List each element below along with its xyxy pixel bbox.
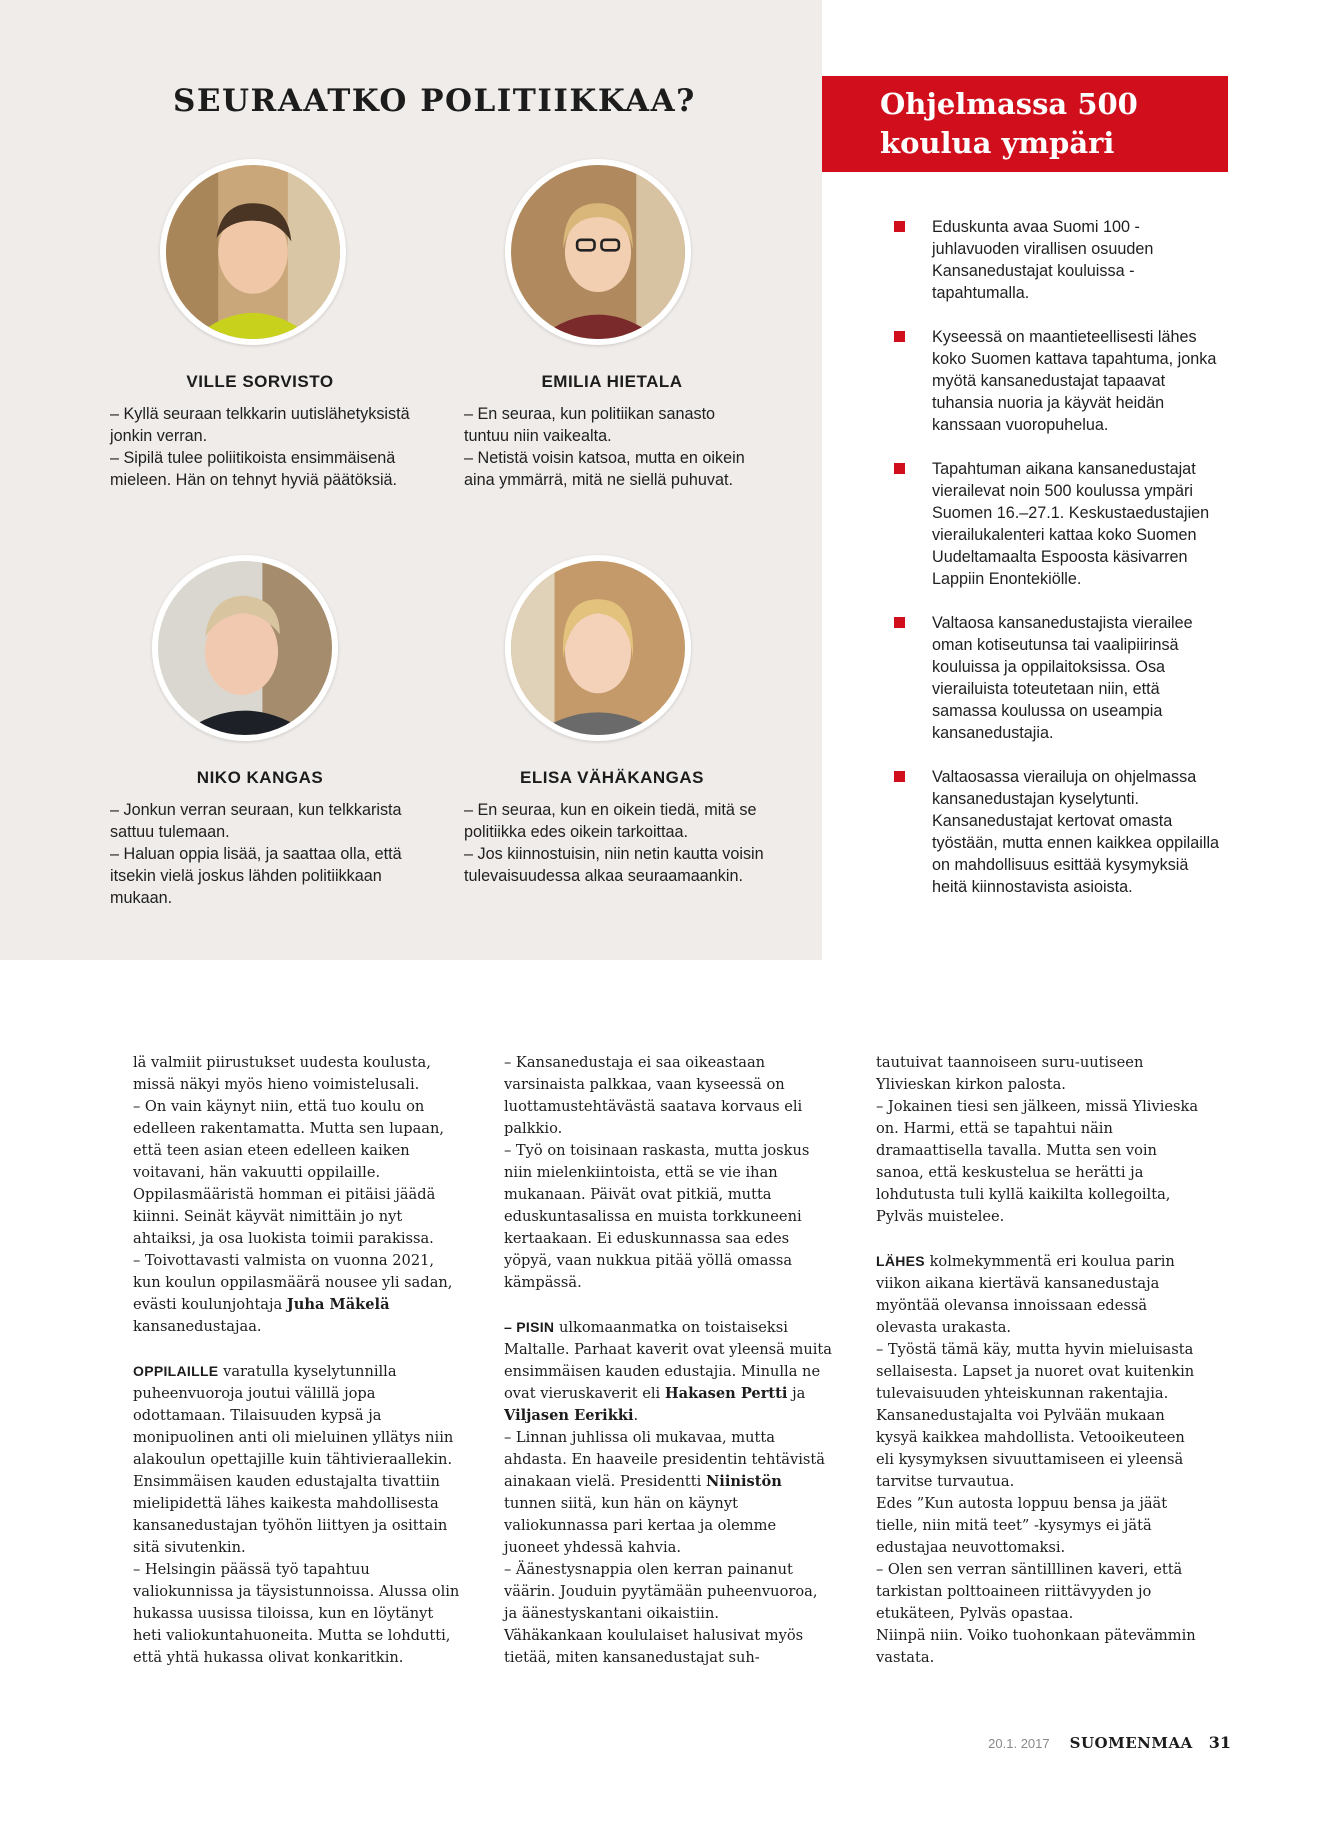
article-paragraph: – Äänestysnappia olen kerran painanut väärin. Jouduin pyytämään puheenvuoroa, ja äänestyskantani oikaistiin. [504, 1561, 818, 1622]
portrait-photo [505, 555, 691, 741]
portrait-photo [152, 555, 338, 741]
text-run: kansanedustajaa. [133, 1318, 262, 1335]
article-paragraph [504, 1427, 834, 1559]
article-paragraph: Ensimmäisen kauden edustajalta tivattiin mielipidettä lähes kaikesta mahdollisesta kansanedustajan työhön liittyen ja osittain sitä sivutenkin. [133, 1473, 448, 1556]
person-name: ELISA VÄHÄKANGAS [520, 768, 704, 787]
article-paragraph: – Kansanedustaja ei saa oikeastaan varsinaista palkkaa, vaan kyseessä on luottamustehtävästä saatava korvaus eli palkkio. [504, 1054, 803, 1137]
bullet-text: Kyseessä on maantieteellisesti lähes koko Suomen kattava tapahtuma, jonka myötä kansanedustajat tapaavat tuhansia nuoria ja käyvät heidän kanssaan vuoropuhelua. [932, 328, 1217, 434]
article-paragraph: – Jokainen tiesi sen jälkeen, missä Ylivieska on. Harmi, että se tapahtui näin dramaattisella tavalla. Mutta sen voin sanoa, että keskustelua se herätti ja lohdutusta tuli kyllä kaikilta kollegoilta, Pylväs muistelee. [876, 1098, 1199, 1225]
article-paragraph: lä valmiit piirustukset uudesta koulusta, missä näkyi myös hieno voimistelusali. [133, 1054, 431, 1093]
page-title: SEURAATKO POLITIIKKAA? [173, 83, 696, 119]
article-paragraph: Kansanedustajalta voi Pylvään mukaan kysyä kaikkea mahdollista. Vetooikeuteen eli kysymyksen sivuuttamiseen ei yleensä tarvitse turvautua. [876, 1407, 1185, 1490]
text-run: . [633, 1407, 639, 1424]
person-name-bold: Hakasen Pertti [664, 1385, 788, 1402]
portrait-photo [160, 159, 346, 345]
list-item [890, 612, 1220, 744]
article-paragraph [876, 1250, 1206, 1339]
person-name-bold: Juha Mäkelä [286, 1296, 390, 1313]
person-quote [464, 799, 764, 887]
text-run: – Toivottavasti valmista on vuonna 2021, kun koulun oppilasmäärä nousee yli sadan, evästi koulunjohtaja [133, 1252, 453, 1313]
paragraph-lead: OPPILAILLE [133, 1363, 219, 1379]
info-bullet-list [890, 216, 1220, 920]
paragraph-lead: LÄHES [876, 1253, 925, 1269]
page-number: 31 [1208, 1733, 1231, 1752]
article-paragraph [133, 1360, 463, 1471]
article-column-2 [504, 1052, 834, 1669]
person-name-bold: Viljasen Eerikki [504, 1407, 634, 1424]
text-run: – Linnan juhlissa oli mukavaa, mutta ahdasta. En haaveile presidentin tehtävistä ainakaan vielä. Presidentti [504, 1429, 825, 1490]
info-box-title: Ohjelmassa 500 koulua ympäri maata [880, 87, 1138, 199]
issue-date: 20.1. 2017 [988, 1736, 1050, 1751]
person-quote [110, 403, 410, 491]
article-paragraph: – Helsingin päässä työ tapahtuu valiokunnissa ja täysistunnoissa. Alussa olin hukassa uusissa tiloissa, kun en löytänyt heti valiokuntahuoneita. Mutta se lohdutti, että yhtä hukassa olivat konkaritkin. [133, 1561, 460, 1666]
article-paragraph [504, 1316, 834, 1427]
list-item [890, 458, 1220, 590]
quote-line: – Kyllä seuraan telkkarin uutislähetyksistä jonkin verran. [110, 405, 410, 445]
article-paragraph: Niinpä niin. Voiko tuohonkaan pätevämmin vastata. [876, 1627, 1196, 1666]
bullet-square-icon [894, 617, 905, 628]
quote-line: – En seuraa, kun en oikein tiedä, mitä se politiikka edes oikein tarkoittaa. [464, 801, 757, 841]
text-run: varatulla kyselytunnilla puheenvuoroja joutui välillä jopa odottamaan. Tilaisuuden kypsä ja monipuolinen anti oli mieluinen yllätys niin alakoulun opettajille kuin tähtivieraallekin. [133, 1363, 454, 1468]
publication-name: SUOMENMAA [1069, 1734, 1193, 1752]
article-paragraph: – On vain käynyt niin, että tuo koulu on edelleen rakentamatta. Mutta sen lupaan, että teen asian eteen edelleen kaiken voitavani, hän vakuutti oppilaille. [133, 1098, 445, 1181]
article-column-3 [876, 1052, 1206, 1669]
list-item [890, 766, 1220, 898]
article-column-1 [133, 1052, 463, 1669]
text-run: ulkomaanmatka on toistaiseksi Maltalle. Parhaat kaverit ovat yleensä muita ensimmäisen kauden edustajia. Minulla ne ovat vieruskaverit eli [504, 1319, 832, 1402]
text-run: kolmekymmentä eri koulua parin viikon aikana kiertävä kansanedustaja myöntää olevansa innoissaan edessä olevasta urakasta. [876, 1253, 1175, 1336]
quote-line: – Netistä voisin katsoa, mutta en oikein aina ymmärrä, mitä ne siellä puhuvat. [464, 449, 745, 489]
person-name: EMILIA HIETALA [541, 372, 683, 391]
person-name: VILLE SORVISTO [186, 372, 334, 391]
bullet-text: Valtaosa kansanedustajista vierailee oman kotiseutunsa tai vaalipiirinsä kouluissa ja oppilaitoksissa. Osa vierailuista toteutetaan niin, että samassa koulussa on useampia kansanedustajia. [932, 614, 1193, 742]
list-item [890, 326, 1220, 436]
bullet-text: Valtaosassa vierailuja on ohjelmassa kansanedustajan kyselytunti. Kansanedustajat kertovat omasta työstään, mutta ennen kaikkea oppilailla on mahdollisuus esittää kysymyksiä heitä kiinnostavista asioista. [932, 768, 1220, 896]
paragraph-lead: – PISIN [504, 1319, 555, 1335]
bullet-text: Tapahtuman aikana kansanedustajat vierailevat noin 500 koulussa ympäri Suomen 16.–27.1. Keskustaedustajien vierailukalenteri kattaa koko Suomen Uudeltamaalta Espoosta käsivarren Lappiin Enontekiölle. [932, 460, 1210, 588]
article-paragraph: Vähäkankaan koululaiset halusivat myös tietää, miten kansanedustajat suh- [504, 1627, 804, 1666]
text-run: tunnen siitä, kun hän on käynyt valiokunnassa pari kertaa ja olemme juoneet yhdessä kahvia. [504, 1495, 777, 1556]
bullet-square-icon [894, 771, 905, 782]
person-quote [464, 403, 764, 491]
quote-line: – En seuraa, kun politiikan sanasto tuntuu niin vaikealta. [464, 405, 716, 445]
article-paragraph [133, 1250, 463, 1338]
quote-line: – Jonkun verran seuraan, kun telkkarista sattuu tulemaan. [110, 801, 402, 841]
person-name: NIKO KANGAS [196, 768, 324, 787]
article-paragraph: Edes ”Kun autosta loppuu bensa ja jäät tielle, niin mitä teet” -kysymys ei jätä edustajaa neuvottomaksi. [876, 1495, 1168, 1556]
article-paragraph: – Työstä tämä käy, mutta hyvin mieluisasta sellaisesta. Lapset ja nuoret ovat kuitenkin tulevaisuuden yhteiskunnan rakentajia. [876, 1341, 1195, 1402]
article-paragraph: Oppilasmääristä homman ei pitäisi jäädä kiinni. Seinät käyvät nimittäin jo nyt ahtaiksi, ja osa luokista toimii parakissa. [133, 1186, 436, 1247]
text-run: ja [787, 1385, 806, 1402]
person-quote [110, 799, 410, 909]
bullet-square-icon [894, 331, 905, 342]
article-paragraph: – Työ on toisinaan raskasta, mutta joskus niin mielenkiintoista, että se vie ihan mukanaan. Päivät ovat pitkiä, mutta eduskuntasalissa en muista torkkuneeni kertaakaan. Ei eduskunnassa saa edes yöpyä, vaan nukkua pitää yöllä omassa kämpässä. [504, 1142, 810, 1291]
quote-line: – Haluan oppia lisää, ja saattaa olla, että itsekin vielä joskus lähden politiikkaan mukaan. [110, 845, 402, 907]
portrait-photo [505, 159, 691, 345]
quote-line: – Jos kiinnostuisin, niin netin kautta voisin tulevaisuudessa alkaa seuraamaankin. [464, 845, 764, 885]
person-name-bold: Niinistön [705, 1473, 782, 1490]
bullet-text: Eduskunta avaa Suomi 100 -juhlavuoden virallisen osuuden Kansanedustajat kouluissa -tapahtumalla. [932, 218, 1154, 302]
bullet-square-icon [894, 221, 905, 232]
bullet-square-icon [894, 463, 905, 474]
article-paragraph: – Olen sen verran säntilllinen kaveri, että tarkistan polttoaineen riittävyyden jo etukäteen, Pylväs opastaa. [876, 1561, 1183, 1622]
quote-line: – Sipilä tulee poliitikoista ensimmäisenä mieleen. Hän on tehnyt hyviä päätöksiä. [110, 449, 398, 489]
list-item [890, 216, 1220, 304]
info-box-header [822, 76, 1228, 199]
page-footer [988, 1733, 1231, 1752]
article-paragraph: tautuivat taannoiseen suru-uutiseen Ylivieskan kirkon palosta. [876, 1054, 1144, 1093]
